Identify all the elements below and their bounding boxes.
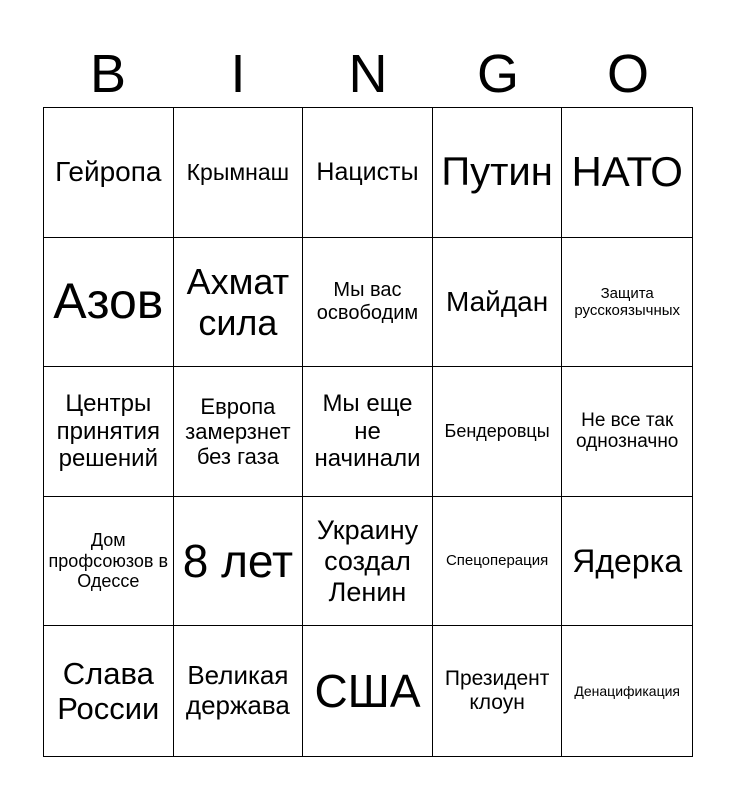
- bingo-cell[interactable]: Денацификация: [574, 683, 680, 700]
- header-letter-n: N: [348, 44, 388, 104]
- bingo-cell[interactable]: Президент клоун: [433, 626, 563, 756]
- bingo-cell[interactable]: 8 лет: [174, 497, 304, 627]
- bingo-cell[interactable]: Ахмат сила: [174, 238, 304, 368]
- header-letter-i: I: [230, 44, 246, 104]
- header-letter-b: B: [89, 44, 127, 104]
- bingo-cell[interactable]: Путин: [433, 108, 563, 238]
- bingo-cell[interactable]: Европа замерзнет без газа: [174, 367, 304, 497]
- bingo-cell[interactable]: Не все так однозначно: [562, 367, 692, 497]
- bingo-cell[interactable]: Нацисты: [303, 108, 433, 238]
- bingo-cell[interactable]: Дом профсоюзов в Одессе: [44, 497, 174, 627]
- header-letter-o: O: [606, 44, 649, 104]
- bingo-cell[interactable]: Гейропа: [44, 108, 174, 238]
- bingo-cell[interactable]: Азов: [44, 238, 174, 368]
- bingo-cell[interactable]: Защита русскоязычных: [562, 238, 692, 368]
- bingo-board: [43, 107, 693, 757]
- bingo-cell[interactable]: Центры принятия решений: [44, 367, 174, 497]
- bingo-cell[interactable]: США: [303, 626, 433, 756]
- bingo-cell[interactable]: Спецоперация: [433, 497, 563, 627]
- bingo-cell[interactable]: Ядерка: [562, 497, 692, 627]
- bingo-cell[interactable]: Слава России: [44, 626, 174, 756]
- bingo-cell[interactable]: Бендеровцы: [433, 367, 563, 497]
- bingo-cell[interactable]: Украину создал Ленин: [303, 497, 433, 627]
- bingo-cell[interactable]: Мы вас освободим: [303, 238, 433, 368]
- bingo-cell[interactable]: Майдан: [433, 238, 563, 368]
- bingo-cell[interactable]: НАТО: [562, 108, 692, 238]
- bingo-cell[interactable]: Великая держава: [174, 626, 304, 756]
- bingo-header: [43, 40, 693, 108]
- header-letter-g: G: [476, 44, 519, 104]
- bingo-cell[interactable]: Мы еще не начинали: [303, 367, 433, 497]
- bingo-cell[interactable]: Крымнаш: [174, 108, 304, 238]
